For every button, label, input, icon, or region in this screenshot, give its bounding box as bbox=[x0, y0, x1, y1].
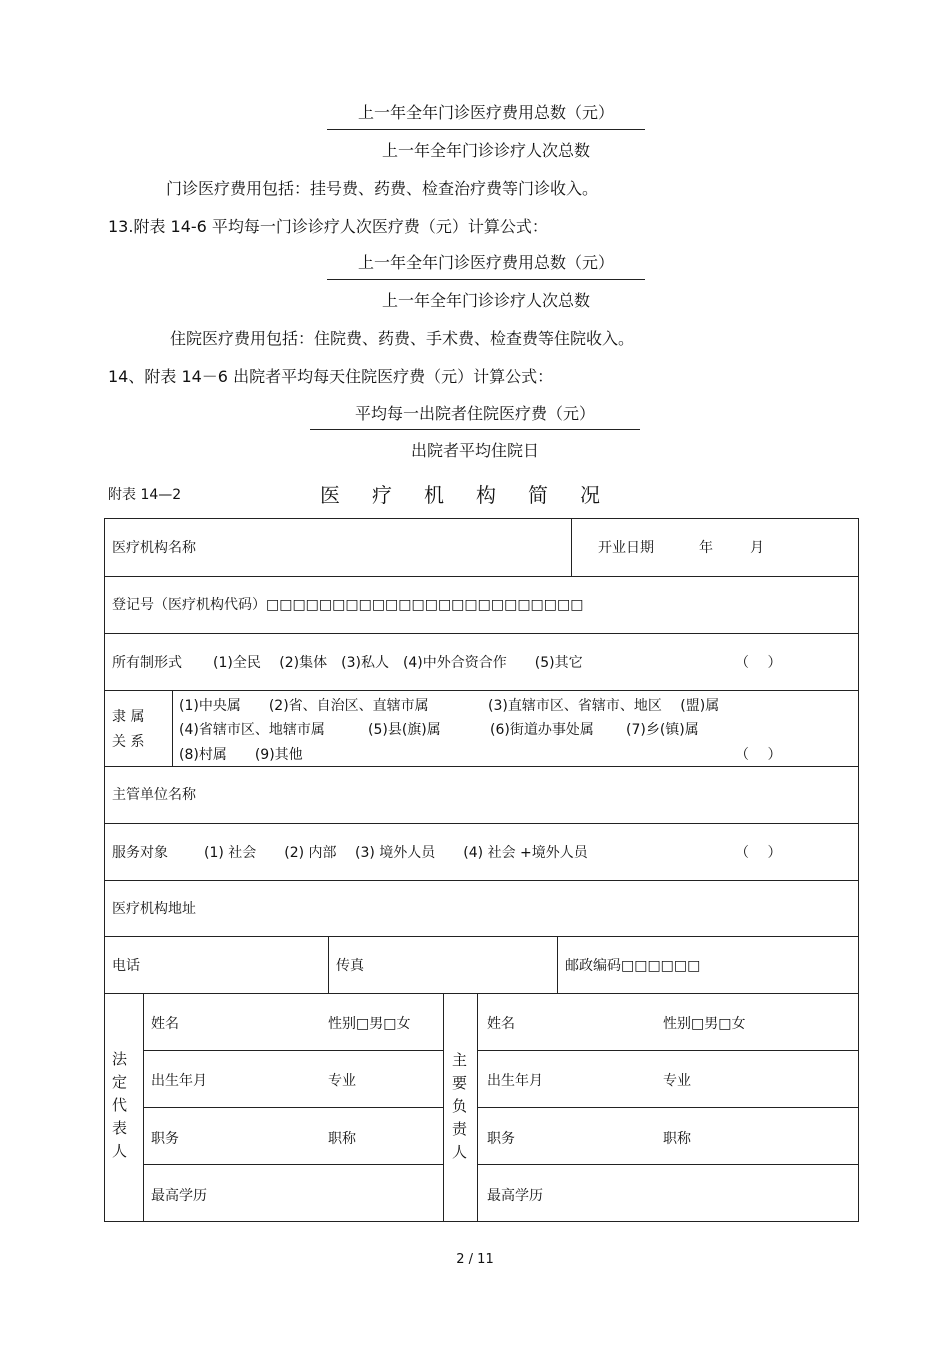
year-label: 年 bbox=[699, 540, 713, 556]
ownership-answer-paren[interactable]: （ ） bbox=[735, 655, 782, 671]
main-head-label bbox=[452, 1049, 467, 1164]
page-number: 2 / 11 bbox=[456, 1252, 494, 1267]
row-institution-name bbox=[105, 519, 858, 577]
divider bbox=[571, 519, 572, 576]
note-inpatient-fees: 住院医疗费用包括：住院费、药费、手术费、检查费等住院收入。 bbox=[170, 329, 635, 348]
item-14-heading: 14、附表 14－6 出院者平均每天住院医疗费（元）计算公式： bbox=[108, 367, 554, 386]
formula3-denominator: 出院者平均住院日 bbox=[410, 441, 539, 460]
head-major-label: 专业 bbox=[663, 1073, 691, 1089]
ownership-options: (1)全民 (2)集体 (3)私人 (4)中外合资合作 (5)其它 bbox=[213, 655, 583, 671]
affiliation-label-line1: 隶 属 bbox=[112, 709, 145, 725]
postcode-field[interactable]: 邮政编码□□□□□□ bbox=[565, 958, 701, 974]
affiliation-option-5: (5)县(旗)属 bbox=[368, 722, 441, 738]
head-position-label: 职务 bbox=[487, 1131, 515, 1147]
institution-name-label: 医疗机构名称 bbox=[112, 540, 196, 556]
affiliation-option-3: (3)直辖市区、省辖市、地区 (盟)属 bbox=[488, 698, 720, 714]
label-char: 主 bbox=[452, 1051, 468, 1069]
row-supervisor bbox=[105, 766, 858, 824]
head-gender-field[interactable]: 性别□男□女 bbox=[663, 1016, 746, 1032]
affiliation-option-8-9: (8)村属 (9)其他 bbox=[179, 747, 303, 763]
formula2-numerator: 上一年全年门诊医疗费用总数（元） bbox=[357, 253, 614, 272]
row-ownership bbox=[105, 633, 858, 691]
label-char: 代 bbox=[112, 1096, 128, 1114]
label-char: 人 bbox=[112, 1142, 128, 1160]
label-char: 负 bbox=[452, 1097, 468, 1115]
divider bbox=[557, 936, 558, 993]
fraction-bar bbox=[310, 429, 640, 430]
label-char: 人 bbox=[452, 1143, 468, 1161]
ownership-label: 所有制形式 bbox=[112, 655, 182, 671]
affiliation-option-4: (4)省辖市区、地辖市属 bbox=[179, 722, 325, 738]
formula3-numerator: 平均每一出院者住院医疗费（元） bbox=[354, 404, 595, 423]
row-contact bbox=[105, 936, 858, 994]
divider bbox=[477, 1107, 859, 1108]
affiliation-option-1-2: (1)中央属 (2)省、自治区、直辖市属 bbox=[179, 698, 429, 714]
row-registration bbox=[105, 576, 858, 634]
legal-rep-gender-field[interactable]: 性别□男□女 bbox=[328, 1016, 411, 1032]
service-options: (1) 社会 (2) 内部 (3) 境外人员 (4) 社会 +境外人员 bbox=[204, 845, 588, 861]
label-char: 表 bbox=[112, 1119, 128, 1137]
divider bbox=[143, 1164, 443, 1165]
legal-rep-education-label: 最高学历 bbox=[151, 1188, 207, 1204]
fraction-bar bbox=[327, 129, 645, 130]
note-outpatient-fees: 门诊医疗费用包括：挂号费、药费、检查治疗费等门诊收入。 bbox=[166, 179, 599, 198]
service-answer-paren[interactable]: （ ） bbox=[735, 845, 782, 861]
fax-label: 传真 bbox=[336, 958, 364, 974]
legal-rep-birth-label: 出生年月 bbox=[151, 1073, 207, 1089]
head-title-label: 职称 bbox=[663, 1131, 691, 1147]
legal-rep-name-label: 姓名 bbox=[151, 1016, 179, 1032]
month-label: 月 bbox=[750, 540, 764, 556]
divider bbox=[172, 690, 173, 766]
row-address bbox=[105, 880, 858, 937]
divider bbox=[143, 1050, 443, 1051]
table-reference: 附表 14—2 bbox=[108, 487, 182, 503]
affiliation-option-7: (7)乡(镇)属 bbox=[626, 722, 699, 738]
label-char: 法 bbox=[112, 1050, 128, 1068]
row-affiliation bbox=[105, 690, 858, 767]
legal-rep-major-label: 专业 bbox=[328, 1073, 356, 1089]
table-title: 医 疗 机 构 简 况 bbox=[320, 483, 606, 507]
formula1-denominator: 上一年全年门诊诊疗人次总数 bbox=[381, 141, 590, 160]
head-birth-label: 出生年月 bbox=[487, 1073, 543, 1089]
divider bbox=[328, 936, 329, 993]
item-13-heading: 13.附表 14-6 平均每一门诊诊疗人次医疗费（元）计算公式： bbox=[108, 217, 548, 236]
legal-rep-title-label: 职称 bbox=[328, 1131, 356, 1147]
legal-rep-position-label: 职务 bbox=[151, 1131, 179, 1147]
label-char: 责 bbox=[452, 1120, 468, 1138]
affiliation-label-line2: 关 系 bbox=[112, 734, 145, 750]
fraction-bar bbox=[327, 279, 645, 280]
institution-profile-form bbox=[104, 518, 859, 1222]
supervisor-label: 主管单位名称 bbox=[112, 787, 196, 803]
formula2-denominator: 上一年全年门诊诊疗人次总数 bbox=[381, 291, 590, 310]
affiliation-answer-paren[interactable]: （ ） bbox=[735, 747, 782, 763]
open-date-label: 开业日期 bbox=[598, 540, 654, 556]
label-char: 要 bbox=[452, 1074, 468, 1092]
address-label: 医疗机构地址 bbox=[112, 901, 196, 917]
service-label: 服务对象 bbox=[112, 845, 168, 861]
legal-representative-label bbox=[112, 1048, 127, 1163]
divider bbox=[143, 1107, 443, 1108]
phone-label: 电话 bbox=[112, 958, 140, 974]
persons-section bbox=[105, 993, 858, 1221]
affiliation-option-6: (6)街道办事处属 bbox=[490, 722, 594, 738]
head-name-label: 姓名 bbox=[487, 1016, 515, 1032]
head-education-label: 最高学历 bbox=[487, 1188, 543, 1204]
divider bbox=[477, 1164, 859, 1165]
registration-code-field[interactable]: 登记号（医疗机构代码）□□□□□□□□□□□□□□□□□□□□□□□□ bbox=[112, 597, 584, 613]
divider bbox=[477, 1050, 859, 1051]
formula1-numerator: 上一年全年门诊医疗费用总数（元） bbox=[357, 103, 614, 122]
divider bbox=[443, 993, 444, 1222]
row-service bbox=[105, 823, 858, 881]
label-char: 定 bbox=[112, 1073, 128, 1091]
